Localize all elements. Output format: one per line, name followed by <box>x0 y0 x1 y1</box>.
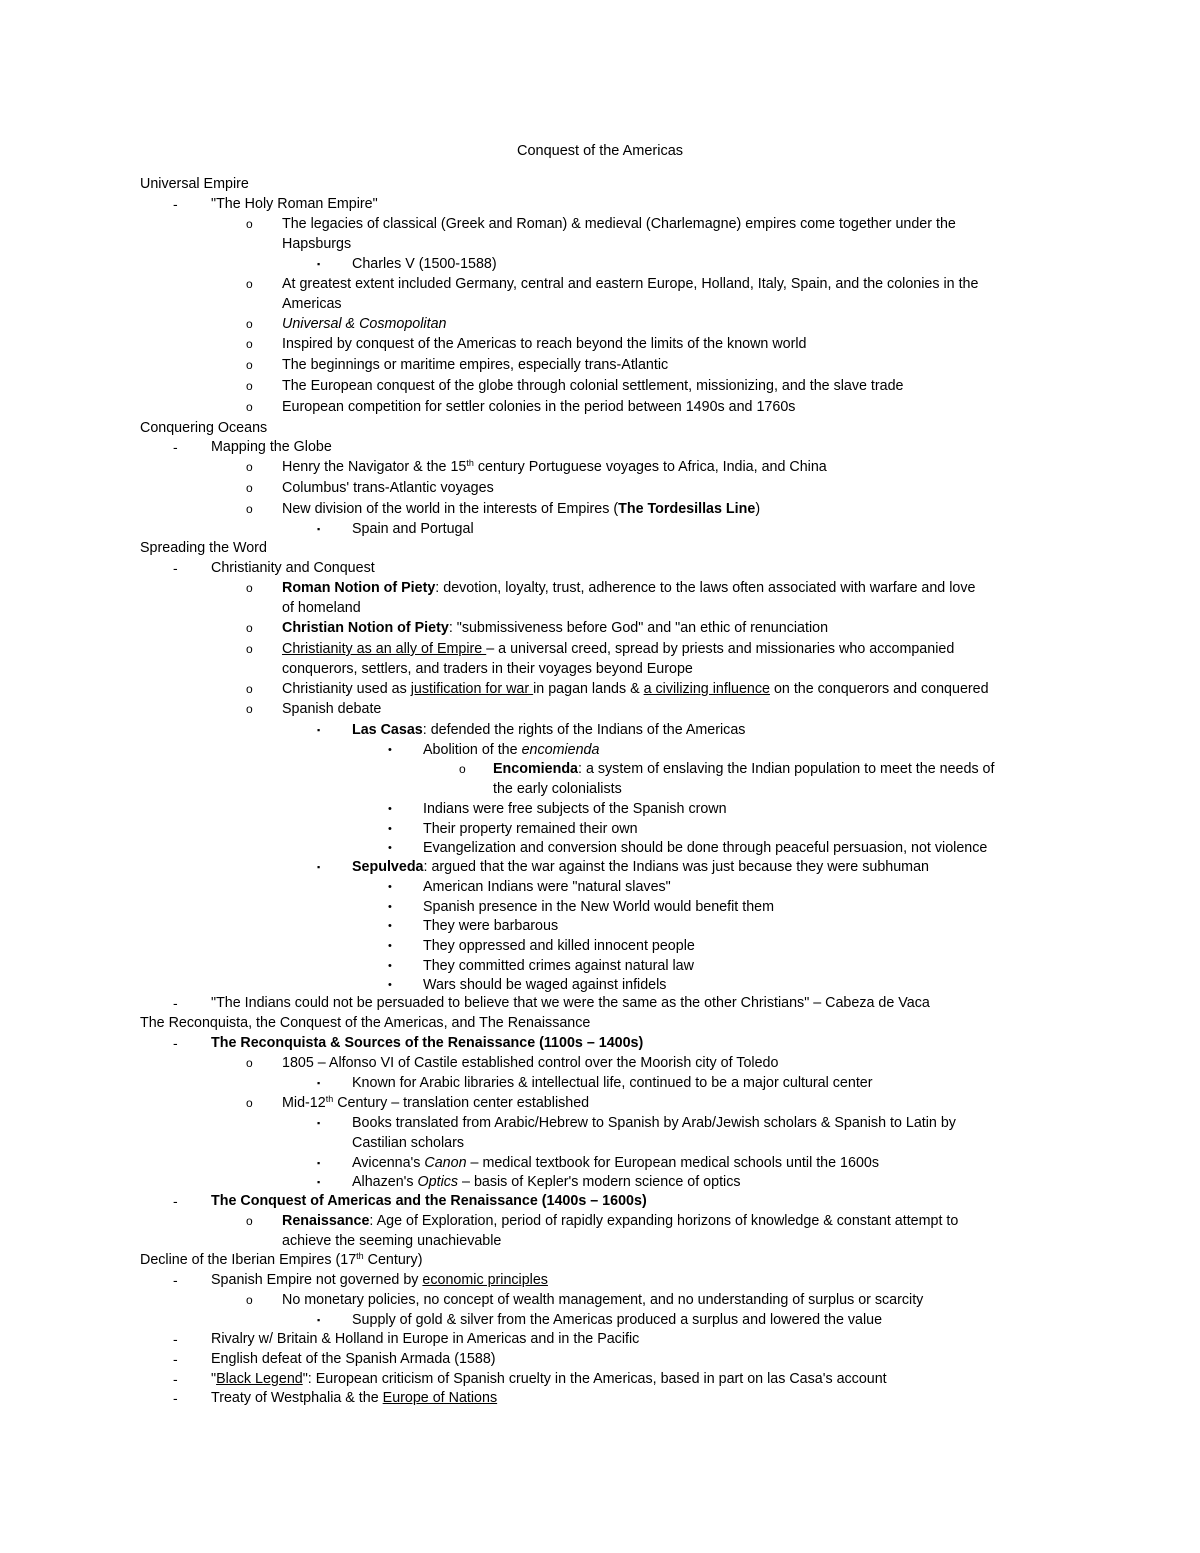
bullet-marker: ▪ <box>317 1118 321 1128</box>
text-run: Christian Notion of Piety <box>282 620 449 636</box>
text-run: in pagan lands & <box>533 681 644 697</box>
outline-item <box>282 335 807 354</box>
text-run: Las Casas <box>352 722 423 738</box>
text-run: The Tordesillas Line <box>618 501 756 517</box>
bullet-marker: o <box>246 502 253 516</box>
bullet-marker: o <box>246 1214 253 1228</box>
text-run: Books translated from Arabic/Hebrew to Spanish by Arab/Jewish scholars & Spanish to Latin by <box>352 1115 956 1131</box>
bullet-marker: • <box>388 842 392 854</box>
bullet-marker: o <box>246 400 253 414</box>
text-run: Black Legend <box>216 1371 303 1387</box>
outline-item <box>352 1311 882 1330</box>
text-run: : argued that the war against the Indians was just because they were subhuman <box>423 859 929 875</box>
bullet-marker: o <box>246 702 253 716</box>
text-run: th <box>356 1251 364 1261</box>
outline-item <box>282 275 978 294</box>
outline-item <box>282 500 760 519</box>
outline-item <box>211 1350 496 1369</box>
outline-item <box>282 579 975 598</box>
bullet-marker: o <box>246 481 253 495</box>
text-run: of homeland <box>282 600 361 616</box>
outline-item <box>282 619 828 638</box>
text-run: Spanish Empire not governed by <box>211 1272 423 1288</box>
text-run: The Conquest of Americas and the Renaissance (1400s – 1600s) <box>211 1193 647 1209</box>
outline-item <box>493 760 994 779</box>
outline-item <box>282 398 795 417</box>
outline-item <box>282 356 668 375</box>
bullet-marker: o <box>246 1096 253 1110</box>
outline-item <box>423 820 638 839</box>
bullet-marker: - <box>173 995 178 1011</box>
bullet-marker: ▪ <box>317 1158 321 1168</box>
text-run: Mapping the Globe <box>211 439 332 455</box>
text-run: They committed crimes against natural law <box>423 958 694 974</box>
text-run: – basis of Kepler's modern science of optics <box>458 1174 741 1190</box>
text-run: on the conquerors and conquered <box>769 681 989 697</box>
outline-item <box>352 858 929 877</box>
bullet-marker: o <box>246 642 253 656</box>
outline-item <box>282 295 342 314</box>
bullet-marker: o <box>246 337 253 351</box>
text-run: Europe of Nations <box>382 1390 498 1406</box>
text-run: ": European criticism of Spanish cruelty in the Americas, based in part on las Casa's account <box>302 1371 887 1387</box>
text-run: "The Holy Roman Empire" <box>211 196 378 212</box>
bullet-marker: - <box>173 1035 178 1051</box>
text-run: Canon <box>424 1155 467 1171</box>
text-run: : Age of Exploration, period of rapidly expanding horizons of knowledge & constant attempt to <box>369 1213 959 1229</box>
outline-item <box>282 458 827 477</box>
page-title: Conquest of the Americas <box>516 143 684 159</box>
text-run: Avicenna's <box>352 1155 425 1171</box>
outline-item <box>211 1389 497 1408</box>
text-run: ) <box>755 501 761 517</box>
text-run: economic principles <box>422 1272 548 1288</box>
bullet-marker: - <box>173 1390 178 1406</box>
text-run: Decline of the Iberian Empires (17 <box>140 1252 357 1268</box>
text-run: The legacies of classical (Greek and Roman) & medieval (Charlemagne) empires come together under the <box>282 216 956 232</box>
text-run: At greatest extent included Germany, central and eastern Europe, Holland, Italy, Spain, and the colonies in the <box>282 276 979 292</box>
text-run: Renaissance <box>282 1213 370 1229</box>
outline-item <box>282 1212 958 1231</box>
outline-item <box>282 215 956 234</box>
text-run: Hapsburgs <box>282 236 352 252</box>
bullet-marker: o <box>246 277 253 291</box>
bullet-marker: o <box>246 317 253 331</box>
outline-item <box>211 438 332 457</box>
outline-item <box>211 1271 548 1290</box>
text-run: Spanish presence in the New World would benefit them <box>423 899 774 915</box>
outline-item <box>352 1074 873 1093</box>
bullet-marker: - <box>173 1193 178 1209</box>
outline-item <box>211 1370 887 1389</box>
bullet-marker: • <box>388 744 392 756</box>
bullet-marker: ▪ <box>317 1078 321 1088</box>
outline-item <box>423 937 695 956</box>
text-run: Treaty of Westphalia & the <box>211 1390 383 1406</box>
text-run: "The Indians could not be persuaded to believe that we were the same as the other Christians" – Cabeza de Vaca <box>211 995 930 1011</box>
bullet-marker: ▪ <box>317 524 321 534</box>
text-run: conquerors, settlers, and traders in their voyages beyond Europe <box>282 661 693 677</box>
text-run: Inspired by conquest of the Americas to reach beyond the limits of the known world <box>282 336 807 352</box>
text-run: – medical textbook for European medical schools until the 1600s <box>466 1155 880 1171</box>
bullet-marker: ▪ <box>317 1177 321 1187</box>
text-run: Encomienda <box>493 761 579 777</box>
outline-item <box>352 1134 464 1153</box>
bullet-marker: • <box>388 881 392 893</box>
text-run: The Reconquista & Sources of the Renaissance (1100s – 1400s) <box>211 1035 644 1051</box>
text-run: Alhazen's <box>352 1174 418 1190</box>
text-run: – a universal creed, spread by priests and missionaries who accompanied <box>486 641 955 657</box>
text-run: Rivalry w/ Britain & Holland in Europe in Americas and in the Pacific <box>211 1331 640 1347</box>
outline-item <box>352 721 745 740</box>
outline-item <box>352 520 474 539</box>
outline-item <box>423 976 666 995</box>
section-heading <box>140 419 267 438</box>
text-run: " <box>211 1371 217 1387</box>
bullet-marker: o <box>459 762 466 776</box>
text-run: Columbus' trans-Atlantic voyages <box>282 480 494 496</box>
outline-item <box>282 315 446 334</box>
outline-item <box>423 741 599 760</box>
text-run: achieve the seeming unachievable <box>282 1233 502 1249</box>
text-run: Indians were free subjects of the Spanish crown <box>423 801 727 817</box>
outline-item <box>282 640 954 659</box>
section-heading <box>140 1014 590 1033</box>
text-run: No monetary policies, no concept of wealth management, and no understanding of surplus or scarcity <box>282 1292 924 1308</box>
text-run: Spreading the Word <box>140 540 267 556</box>
text-run: : "submissiveness before God" and "an ethic of renunciation <box>448 620 829 636</box>
outline-item <box>282 680 989 699</box>
text-run: : a system of enslaving the Indian population to meet the needs of <box>578 761 995 777</box>
outline-item <box>352 1154 879 1173</box>
outline-item <box>352 255 497 274</box>
text-run: The Reconquista, the Conquest of the Americas, and The Renaissance <box>140 1015 591 1031</box>
bullet-marker: - <box>173 560 178 576</box>
bullet-marker: o <box>246 217 253 231</box>
bullet-marker: • <box>388 960 392 972</box>
section-heading <box>140 175 249 194</box>
outline-item <box>282 235 351 254</box>
outline-item <box>282 377 904 396</box>
bullet-marker: o <box>246 581 253 595</box>
text-run: century Portuguese voyages to Africa, India, and China <box>473 459 827 475</box>
text-run: Conquering Oceans <box>140 420 268 436</box>
bullet-marker: o <box>246 1293 253 1307</box>
text-run: encomienda <box>521 742 600 758</box>
outline-item <box>211 1034 643 1053</box>
outline-item <box>423 898 774 917</box>
text-run: European competition for settler colonies in the period between 1490s and 1760s <box>282 399 796 415</box>
outline-item <box>211 994 930 1013</box>
outline-item <box>211 195 378 214</box>
outline-item <box>282 660 693 679</box>
bullet-marker: • <box>388 940 392 952</box>
section-heading <box>140 1251 422 1270</box>
bullet-marker: ▪ <box>317 1315 321 1325</box>
outline-item <box>423 917 558 936</box>
text-run: Sepulveda <box>352 859 424 875</box>
text-run: Universal & Cosmopolitan <box>282 316 447 332</box>
text-run: Known for Arabic libraries & intellectual life, continued to be a major cultural center <box>352 1075 873 1091</box>
bullet-marker: o <box>246 358 253 372</box>
text-run: Christianity and Conquest <box>211 560 375 576</box>
text-run: They were barbarous <box>423 918 559 934</box>
text-run: Century) <box>363 1252 423 1268</box>
text-run: Christianity used as <box>282 681 411 697</box>
text-run: Wars should be waged against infidels <box>423 977 667 993</box>
text-run: the early colonialists <box>493 781 622 797</box>
text-run: Abolition of the <box>423 742 522 758</box>
bullet-marker: - <box>173 196 178 212</box>
bullet-marker: - <box>173 439 178 455</box>
outline-item <box>282 1232 501 1251</box>
text-run: Spanish debate <box>282 701 382 717</box>
bullet-marker: • <box>388 823 392 835</box>
text-run: Optics <box>417 1174 459 1190</box>
bullet-marker: • <box>388 979 392 991</box>
text-run: th <box>325 1094 334 1104</box>
text-run: a civilizing influence <box>643 681 770 697</box>
bullet-marker: o <box>246 682 253 696</box>
text-run: The beginnings or maritime empires, especially trans-Atlantic <box>282 357 669 373</box>
bullet-marker: o <box>246 379 253 393</box>
outline-item <box>423 878 671 897</box>
text-run: Spain and Portugal <box>352 521 474 537</box>
text-run: The European conquest of the globe through colonial settlement, missionizing, and the slave trade <box>282 378 904 394</box>
outline-item <box>282 479 494 498</box>
text-run: Mid-12 <box>282 1095 326 1111</box>
text-run: justification for war <box>410 681 534 697</box>
outline-item <box>211 559 375 578</box>
outline-item <box>352 1173 741 1192</box>
outline-item <box>282 599 361 618</box>
outline-item <box>352 1114 956 1133</box>
outline-item <box>282 700 381 719</box>
outline-item <box>282 1054 778 1073</box>
text-run: : devotion, loyalty, trust, adherence to the laws often associated with warfare and love <box>435 580 976 596</box>
text-run: Charles V (1500-1588) <box>352 256 497 272</box>
section-heading <box>140 539 267 558</box>
bullet-marker: - <box>173 1351 178 1367</box>
outline-item <box>423 957 694 976</box>
bullet-marker: o <box>246 460 253 474</box>
bullet-marker: • <box>388 803 392 815</box>
text-run: Roman Notion of Piety <box>282 580 436 596</box>
text-run: Universal Empire <box>140 176 249 192</box>
bullet-marker: ▪ <box>317 259 321 269</box>
text-run: Christianity as an ally of Empire <box>282 641 487 657</box>
text-run: th <box>466 458 474 468</box>
text-run: : defended the rights of the Indians of the Americas <box>422 722 746 738</box>
bullet-marker: • <box>388 901 392 913</box>
outline-item <box>282 1094 589 1113</box>
text-run: Americas <box>282 296 342 312</box>
bullet-marker: • <box>388 920 392 932</box>
bullet-marker: - <box>173 1331 178 1347</box>
text-run: They oppressed and killed innocent people <box>423 938 695 954</box>
outline-item <box>493 780 622 799</box>
outline-item <box>211 1330 639 1349</box>
text-run: Castilian scholars <box>352 1135 465 1151</box>
text-run: 1805 – Alfonso VI of Castile established control over the Moorish city of Toledo <box>282 1055 779 1071</box>
text-run: New division of the world in the interests of Empires ( <box>282 501 619 517</box>
bullet-marker: o <box>246 1056 253 1070</box>
bullet-marker: - <box>173 1272 178 1288</box>
text-run: Henry the Navigator & the 15 <box>282 459 467 475</box>
text-run: Supply of gold & silver from the Americas produced a surplus and lowered the value <box>352 1312 883 1328</box>
text-run: Century – translation center established <box>333 1095 590 1111</box>
outline-item <box>423 800 727 819</box>
bullet-marker: - <box>173 1371 178 1387</box>
outline-item <box>282 1291 923 1310</box>
text-run: English defeat of the Spanish Armada (1588) <box>211 1351 496 1367</box>
bullet-marker: ▪ <box>317 725 321 735</box>
outline-item <box>423 839 987 858</box>
text-run: Evangelization and conversion should be done through peaceful persuasion, not violence <box>423 840 988 856</box>
text-run: American Indians were "natural slaves" <box>423 879 671 895</box>
bullet-marker: o <box>246 621 253 635</box>
outline-item <box>211 1192 647 1211</box>
bullet-marker: ▪ <box>317 862 321 872</box>
text-run: Their property remained their own <box>423 821 638 837</box>
